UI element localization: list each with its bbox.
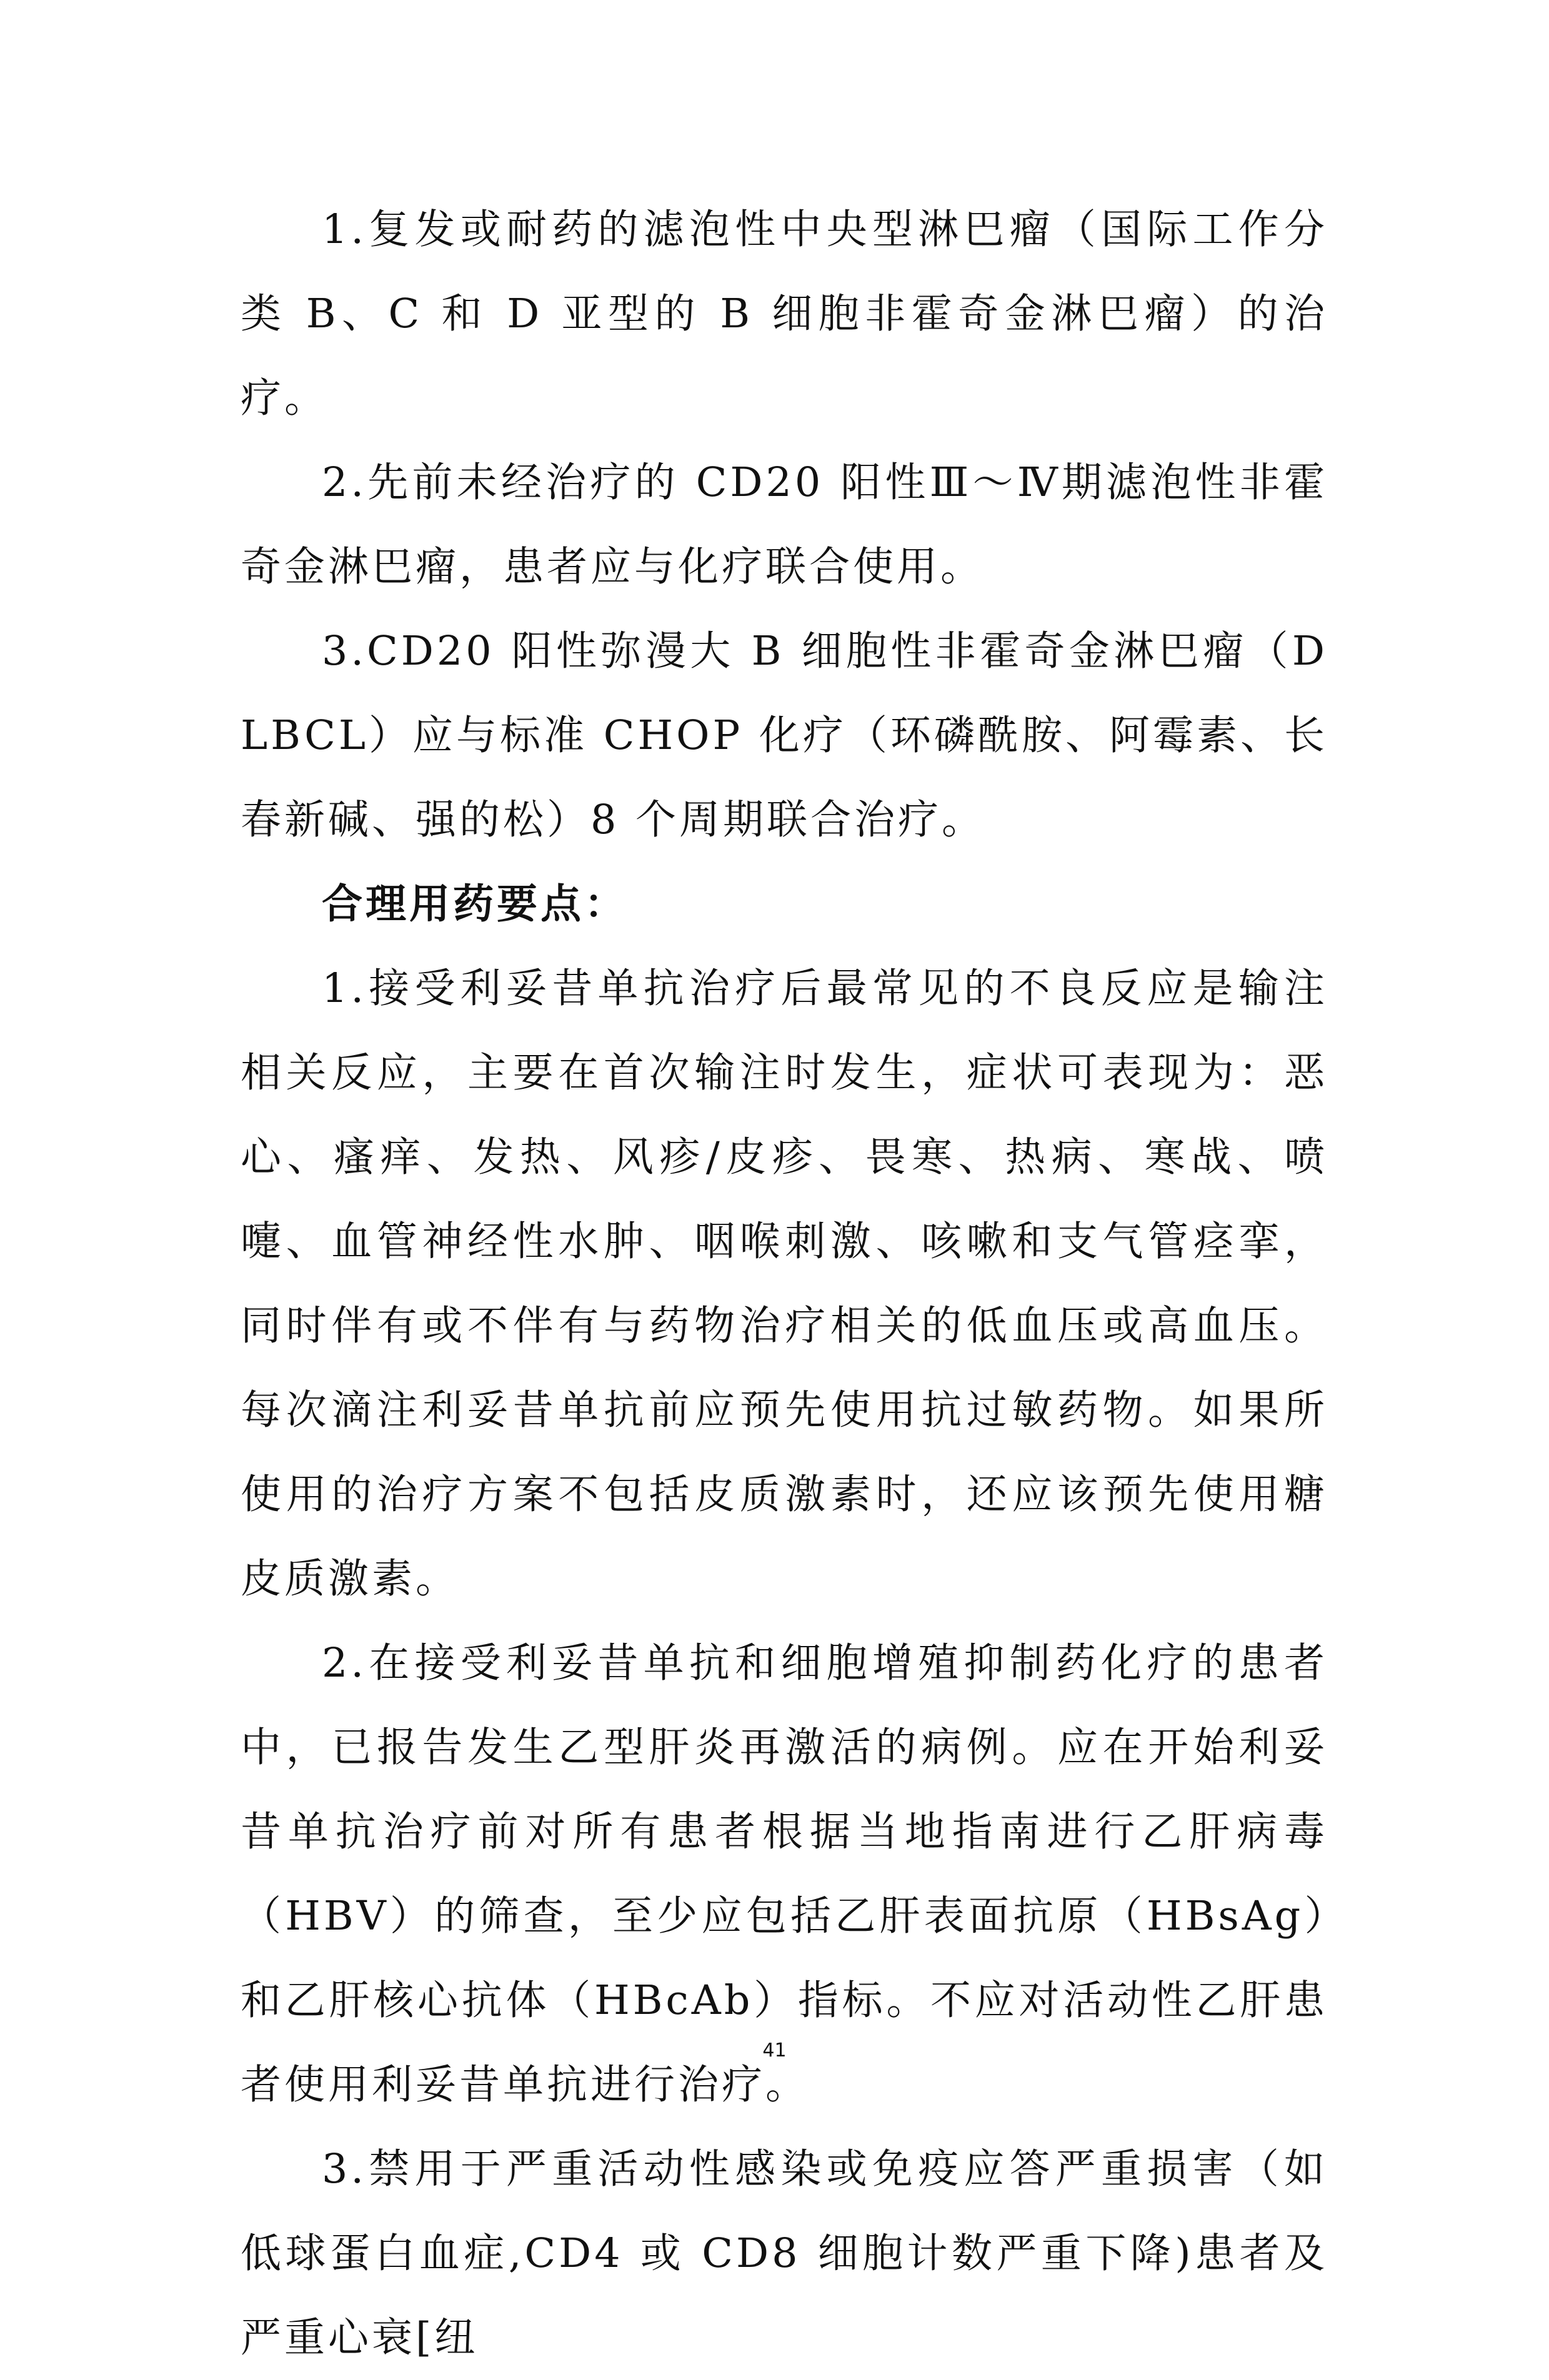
usage-point-2: 2.在接受利妥昔单抗和细胞增殖抑制药化疗的患者中，已报告发生乙型肝炎再激活的病例。应在开始利妥昔单抗治疗前对所有患者根据当地指南进行乙肝病毒（HBV）的筛查，至少应包括乙肝表面抗原（HBsAg）和乙肝核心抗体（HBcAb）指标。不应对活动性乙肝患者使用利妥昔单抗进行治疗。 — [241, 1640, 1328, 2108]
section-heading: 合理用药要点： — [322, 880, 629, 928]
indication-item-2: 2.先前未经治疗的 CD20 阳性Ⅲ～Ⅳ期滤泡性非霍奇金淋巴瘤，患者应与化疗联合使用。 — [241, 459, 1328, 590]
usage-point-1: 1.接受利妥昔单抗治疗后最常见的不良反应是输注相关反应，主要在首次输注时发生，症状可表现为：恶心、瘙痒、发热、风疹/皮疹、畏寒、热病、寒战、喷嚏、血管神经性水肿、咽喉刺激、咳嗽和支气管痉挛，同时伴有或不伴有与药物治疗相关的低血压或高血压。每次滴注利妥昔单抗前应预先使用抗过敏药物。如果所使用的治疗方案不包括皮质激素时，还应该预先使用糖皮质激素。 — [241, 965, 1328, 1602]
page-number: 41 — [762, 2040, 787, 2061]
usage-point-3: 3.禁用于严重活动性感染或免疫应答严重损害（如低球蛋白血症,CD4 或 CD8 细胞计数严重下降)患者及严重心衰[纽 — [241, 2146, 1328, 2361]
indication-item-1: 1.复发或耐药的滤泡性中央型淋巴瘤（国际工作分类 B、C 和 D 亚型的 B 细胞非霍奇金淋巴瘤）的治疗。 — [241, 206, 1328, 422]
indication-item-3: 3.CD20 阳性弥漫大 B 细胞性非霍奇金淋巴瘤（DLBCL）应与标准 CHOP 化疗（环磷酰胺、阿霉素、长春新碱、强的松）8 个周期联合治疗。 — [241, 628, 1328, 843]
